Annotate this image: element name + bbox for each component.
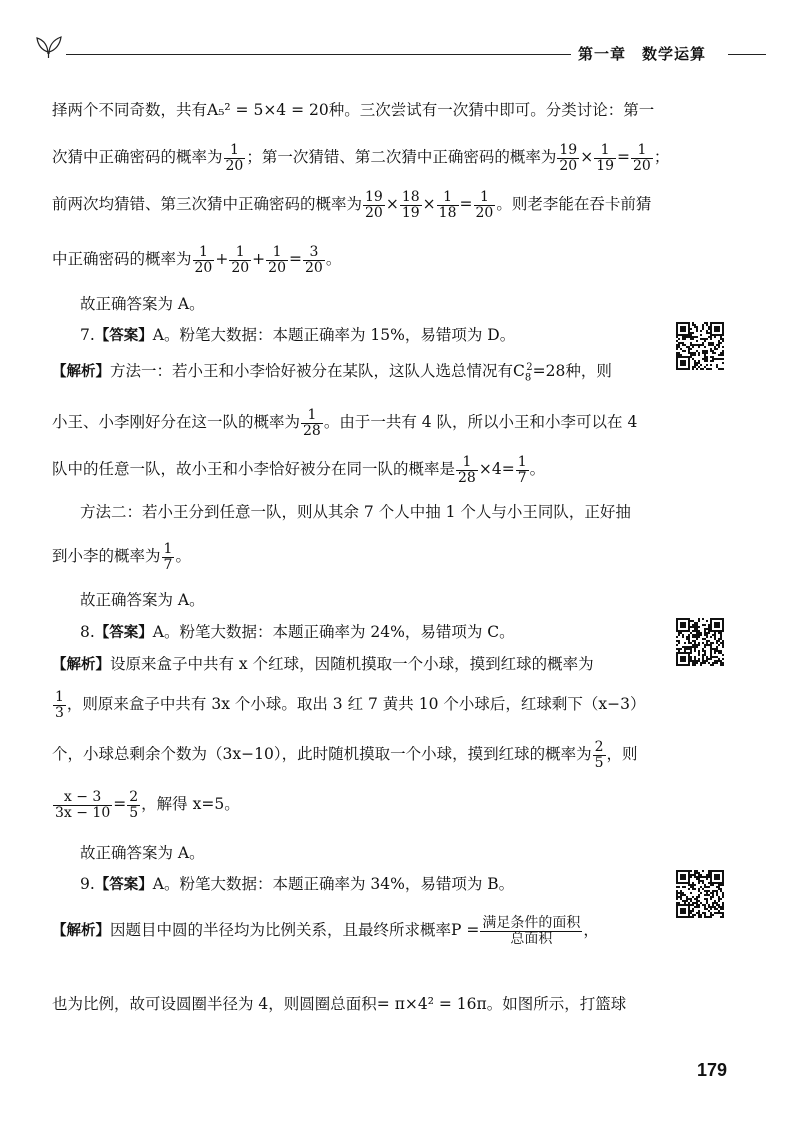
fraction: $\frac{19}{20}$ bbox=[559, 142, 578, 174]
fraction: $\frac{x - 3}{3x - 10}$ bbox=[55, 789, 111, 821]
answer-line: 7.【答案】A。粉笔大数据：本题正确率为 15%，易错项为 D。 bbox=[80, 326, 516, 344]
fraction: $\frac{2}{5}$ bbox=[594, 739, 604, 771]
fraction: $\frac{1}{20}$ bbox=[633, 142, 651, 174]
fraction: $\frac{2}{5}$ bbox=[129, 789, 139, 821]
text-line: 【解析】方法一：若小王和小李恰好被分在某队，这队人选总情况有$C_8^2=28$种，则 bbox=[52, 362, 612, 384]
text-line: 到小李的概率为 $\frac{1}{7}$ 。 bbox=[52, 541, 191, 573]
text-line: 择两个不同奇数，共有A₅² = 5×4 = 20种。三次尝试有一次猜中即可。分类讨论：第一 bbox=[52, 101, 655, 119]
text-line: 也为比例，故可设圆圈半径为 4，则圆圈总面积= π×4² = 16π。如图所示，打篮球 bbox=[52, 995, 627, 1013]
text-line: 前两次均猜错、第三次猜中正确密码的概率为 $\frac{19}{20}$ × $\frac{18}{19}$ × $\frac{1}{18}$ = $\frac{1}{20}$ 。则老李能在吞卡前猜 bbox=[52, 189, 652, 221]
fraction: $\frac{1}{20}$ bbox=[475, 189, 494, 221]
text-line: 小王、小李刚好分在这一队的概率为 $\frac{1}{28}$ 。由于一共有 4 队，所以小王和小李可以在 4 bbox=[52, 407, 638, 439]
fraction: $\frac{1}{7}$ bbox=[517, 454, 527, 486]
text-line: 【解析】因题目中圆的半径均为比例关系，且最终所求概率P = $\frac{\text{满足条件的面积}}{\text{总面积}}$ ， bbox=[52, 915, 599, 947]
answer-line: 9.【答案】A。粉笔大数据：本题正确率为 34%，易错项为 B。 bbox=[80, 875, 515, 893]
text-line: $\frac{x - 3}{3x - 10}$ = $\frac{2}{5}$ ，解得 x=5。 bbox=[55, 789, 240, 821]
fraction: $\frac{19}{20}$ bbox=[365, 189, 383, 221]
conclusion: 故正确答案为 A。 bbox=[80, 844, 205, 862]
fraction: $\frac{1}{20}$ bbox=[268, 244, 286, 276]
text-line: 队中的任意一队，故小王和小李恰好被分在同一队的概率是 $\frac{1}{28}$ ×4= $\frac{1}{7}$ 。 bbox=[52, 454, 546, 486]
fraction: $\frac{1}{3}$ bbox=[55, 689, 64, 721]
leaf-icon bbox=[34, 34, 64, 58]
qr-code-icon bbox=[676, 618, 724, 666]
chapter-title bbox=[578, 43, 706, 64]
page-header bbox=[0, 0, 800, 70]
fraction: $\frac{\text{满足条件的面积}}{\text{总面积}}$ bbox=[482, 915, 581, 947]
fraction: $\frac{1}{20}$ bbox=[231, 244, 250, 276]
fraction: $\frac{18}{19}$ bbox=[401, 189, 420, 221]
fraction: $\frac{1}{20}$ bbox=[225, 142, 244, 174]
qr-code-icon bbox=[676, 322, 724, 370]
text-line: 中正确密码的概率为 $\frac{1}{20}$ + $\frac{1}{20}$ + $\frac{1}{20}$ = $\frac{3}{20}$ 。 bbox=[52, 244, 342, 276]
fraction: $\frac{1}{20}$ bbox=[194, 244, 213, 276]
fraction: $\frac{1}{7}$ bbox=[163, 541, 173, 573]
conclusion: 故正确答案为 A。 bbox=[80, 591, 205, 609]
fraction: $\frac{1}{19}$ bbox=[596, 142, 615, 174]
page-number: 179 bbox=[697, 1060, 728, 1080]
qr-code-icon bbox=[676, 870, 724, 918]
section-title: 数学运算 bbox=[642, 45, 707, 63]
text-line: $\frac{1}{3}$ ，则原来盒子中共有 3x 个小球。取出 3 红 7 黄共 10 个小球后，红球剩下（x−3） bbox=[55, 689, 646, 721]
text-line: 方法二：若小王分到任意一队，则从其余 7 个人中抽 1 个人与小王同队，正好抽 bbox=[80, 503, 631, 521]
answer-line: 8.【答案】A。粉笔大数据：本题正确率为 24%，易错项为 C。 bbox=[80, 623, 515, 641]
chapter-number: 第一章 bbox=[578, 45, 627, 63]
header-rule-right bbox=[728, 54, 766, 55]
fraction: $\frac{1}{28}$ bbox=[458, 454, 476, 486]
conclusion: 故正确答案为 A。 bbox=[80, 295, 205, 313]
text-line: 【解析】设原来盒子中共有 x 个红球，因随机摸取一个小球，摸到红球的概率为 bbox=[52, 655, 594, 673]
fraction: $\frac{1}{28}$ bbox=[303, 407, 321, 439]
text-line: 次猜中正确密码的概率为 $\frac{1}{20}$ ；第一次猜错、第二次猜中正确密码的概率为 $\frac{19}{20}$ × $\frac{1}{19}$ = $\frac{1}{20}$ ； bbox=[52, 142, 670, 174]
fraction: $\frac{3}{20}$ bbox=[305, 244, 323, 276]
text-line: 个，小球总剩余个数为（3x−10），此时随机摸取一个小球，摸到红球的概率为 $\frac{2}{5}$ ，则 bbox=[52, 739, 638, 771]
fraction: $\frac{1}{18}$ bbox=[438, 189, 457, 221]
header-rule-left bbox=[66, 54, 571, 55]
